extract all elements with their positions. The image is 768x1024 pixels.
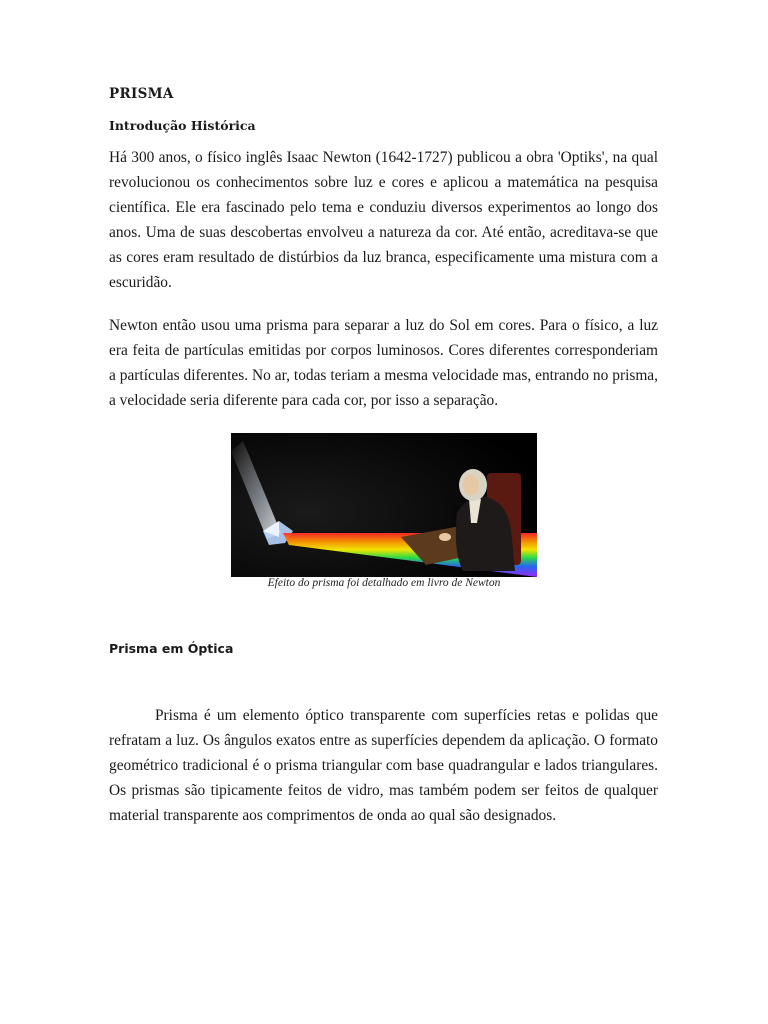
newton-prism-image <box>231 433 537 577</box>
paragraph-newton-prism: Newton então usou uma prisma para separar a luz do Sol em cores. Para o físico, a luz era feita de partículas emitidas por corpos luminosos. Cores diferentes corresponderiam a partículas diferentes. No ar, todas teriam a mesma velocidade mas, entrando no prisma, a velocidade seria diferente para cada cor, por isso a separação. <box>109 317 658 409</box>
section-heading-optics: Prisma em Óptica <box>109 641 234 656</box>
paragraph-newton-optiks: Há 300 anos, o físico inglês Isaac Newton (1642-1727) publicou a obra 'Optiks', na qual revolucionou os conhecimentos sobre luz e cores e aplicou a matemática na pesquisa científica. Ele era fascinado pelo tema e conduziu diversos experimentos ao longo dos anos. Uma de suas descobertas envolveu a natureza da cor. Até então, acreditava-se que as cores eram resultado de distúrbios da luz branca, especificamente uma mistura com a escuridão. <box>109 149 658 291</box>
section-heading-historical: Introdução Histórica <box>109 118 256 133</box>
figure-caption: Efeito do prisma foi detalhado em livro de Newton <box>267 577 501 589</box>
paragraph-prism-definition: Prisma é um elemento óptico transparente com superfícies retas e polidas que refratam a luz. Os ângulos exatos entre as superfícies dependem da aplicação. O formato geométrico tradicional é o prisma triangular com base quadrangular e lados triangulares. Os prismas são tipicamente feitos de vidro, mas também podem ser feitos de qualquer material transparente aos comprimentos de onda ao qual são designados. <box>109 707 658 824</box>
document-title: PRISMA <box>109 86 174 102</box>
